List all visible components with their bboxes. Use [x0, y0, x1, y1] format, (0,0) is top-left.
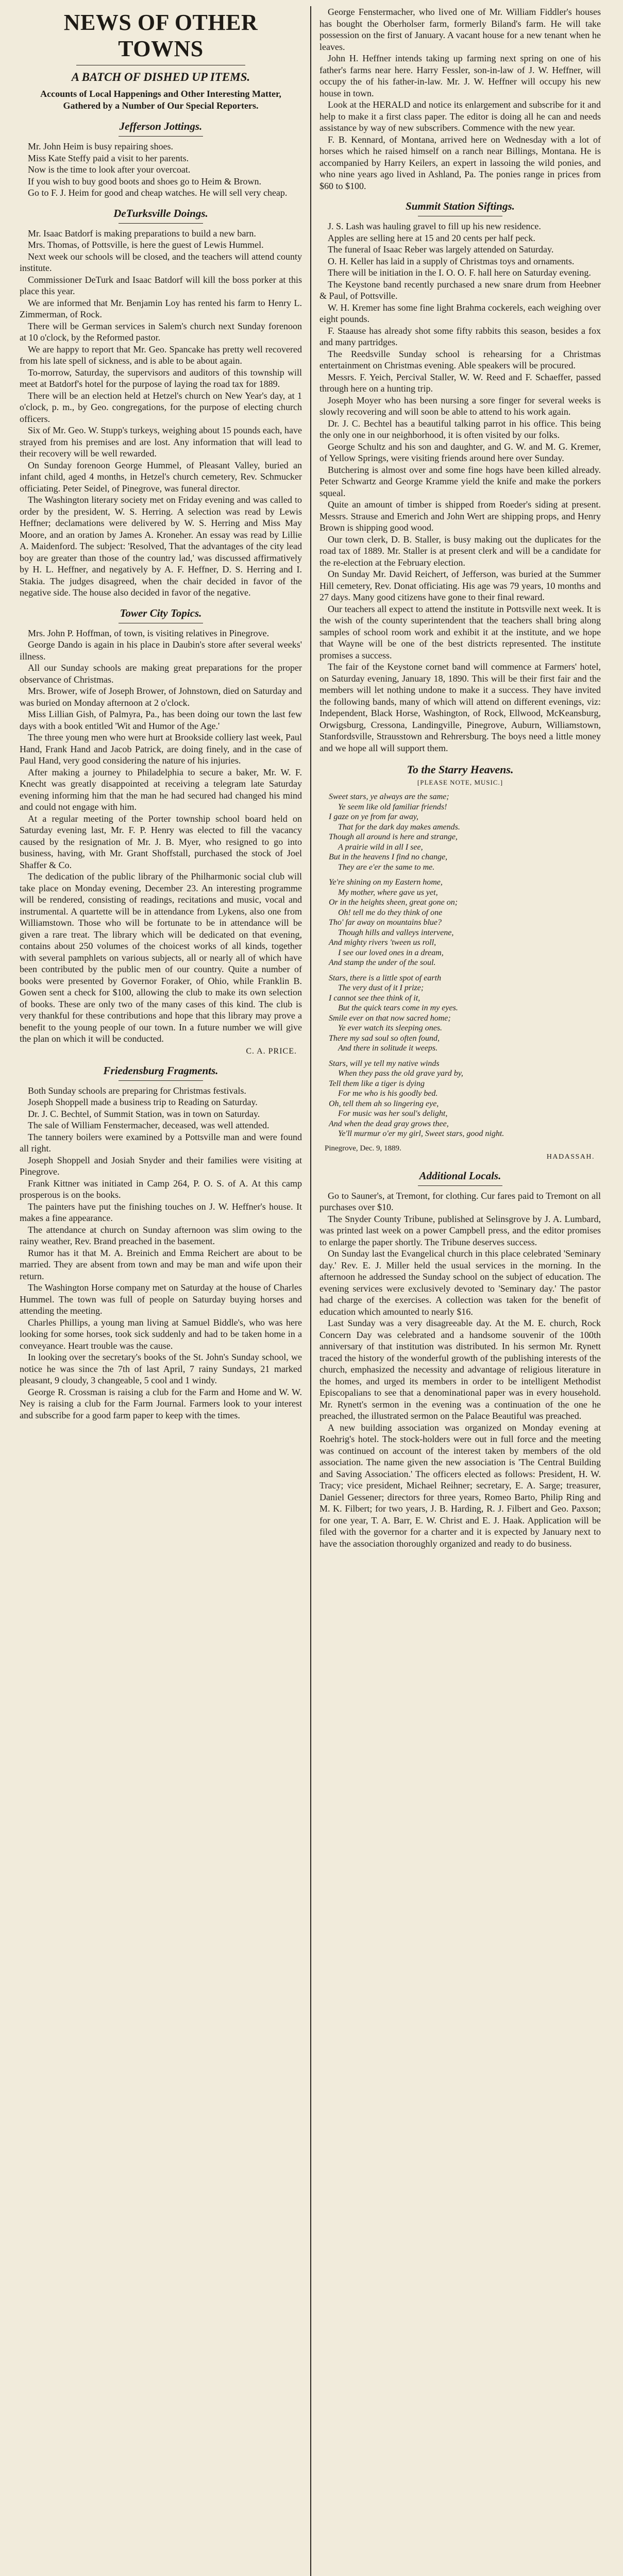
- columns: [11, 6, 612, 2576]
- news-item: The painters have put the finishing touches on J. W. Heffner's house. It makes a fine appearance.: [20, 1201, 302, 1223]
- news-item: Charles Phillips, a young man living at Samuel Biddle's, who was here looking for some horses, took sick suddenly and had to be taken home in a conveyance. Heart trouble was the cause.: [20, 1317, 302, 1351]
- poem-line: Though all around is here and strange,: [329, 833, 458, 841]
- news-item: George Schultz and his son and daughter, and G. W. and M. G. Kremer, of Yellow Springs, were visiting friends around here over Sunday.: [319, 441, 601, 463]
- news-item: In looking over the secretary's books of the St. John's Sunday school, we notice he was since the 7th of last April, 7 rainy Sundays, 21 marked pleasant, 9 cloudy, 3 changeable, 5 cool and 1 windy.: [20, 1352, 302, 1385]
- poem-title: To the Starry Heavens.: [407, 763, 514, 776]
- section-title-deturksville: DeTurksville Doings.: [113, 207, 208, 219]
- section-deturksville: [20, 228, 302, 599]
- poem-line: Stars, will ye tell my native winds: [329, 1059, 440, 1068]
- poem-line: And stamp the under of the soul.: [329, 958, 436, 967]
- divider: [119, 1080, 203, 1081]
- poem-date: Pinegrove, Dec. 9, 1889.: [325, 1144, 401, 1153]
- news-item: After making a journey to Philadelphia to secure a baker, Mr. W. F. Knecht was greatly disappointed at receiving a telegram late Saturday evening informing him that the man he had secured had changed his mind and could not engage with him.: [20, 767, 302, 812]
- page-deck: Accounts of Local Happenings and Other Interesting Matter, Gathered by a Number of Our Special Reporters.: [40, 89, 281, 111]
- poem-line: Or in the heights sheen, great gone on;: [329, 898, 458, 907]
- poem-line: I gaze on ye from far away,: [329, 812, 419, 821]
- news-item: If you wish to buy good boots and shoes go to Heim & Brown.: [28, 176, 261, 187]
- news-item: Joseph Shoppell and Josiah Snyder and their families were visiting at Pinegrove.: [20, 1155, 302, 1177]
- poem-line: Sweet stars, ye always are the same;: [329, 792, 449, 801]
- news-item: Messrs. F. Yeich, Percival Staller, W. W. Reed and F. Schaeffer, passed through here on a hunting trip.: [319, 371, 601, 394]
- poem-line: Oh, tell them ah so lingering eye,: [329, 1099, 439, 1108]
- poem-line: For music was her soul's delight,: [338, 1109, 448, 1118]
- news-item: The Keystone band recently purchased a new snare drum from Heebner & Paul, of Pottsville.: [319, 279, 601, 301]
- section-title-additional: Additional Locals.: [419, 1169, 501, 1182]
- news-item: Miss Kate Steffy paid a visit to her parents.: [28, 152, 189, 163]
- section-title-towercity: Tower City Topics.: [120, 606, 202, 619]
- poem-line: Ye'll murmur o'er my girl, Sweet stars, good night.: [338, 1129, 504, 1138]
- news-item: Go to Sauner's, at Tremont, for clothing. Cur fares paid to Tremont on all purchases over $10.: [319, 1190, 601, 1212]
- news-item: Miss Lillian Gish, of Palmyra, Pa., has been doing our town the last few days with a book entitled 'Wit and Humor of the Age.': [20, 709, 302, 731]
- news-item: F. B. Kennard, of Montana, arrived here on Wednesday with a lot of horses which he raised himself on a ranch near Billings, Montana. He is accompanied by Harry Keilers, an expert in lassoing the wild ponies, and who nine years ago lived in Ashland, Pa. The ponies range in prices from $60 to $100.: [319, 134, 601, 191]
- news-item: Rumor has it that M. A. Breinich and Emma Reichert are about to be married. They are absent from town and may be man and wife upon their return.: [20, 1247, 302, 1281]
- poem-stanza: [329, 1059, 601, 1139]
- news-item: Look at the HERALD and notice its enlargement and subscribe for it and help to make it a first class paper. The editor is doing all he can and needs assistance by way of new subscribers. Commence with the new year.: [319, 99, 601, 133]
- poem-line: I cannot see thee think of it,: [329, 993, 420, 1003]
- news-item: Butchering is almost over and some fine hogs have been killed already. Peter Schwartz and George Kramme yield the knife and make the porkers squeal.: [319, 464, 601, 498]
- news-item: Now is the time to look after your overcoat.: [28, 164, 191, 175]
- poem-line: When they pass the old grave yard by,: [338, 1069, 463, 1078]
- news-item: The Snyder County Tribune, published at Selinsgrove by J. A. Lumbard, was printed last week on a power Campbell press, and the editor promises to enlarge the paper shortly. The Tribune deserves success.: [319, 1213, 601, 1247]
- divider: [418, 1185, 502, 1186]
- news-item: The three young men who were hurt at Brookside colliery last week, Paul Hand, Frank Hand and Jacob Patrick, are doing finely, and in the case of Paul Hand, very good considering the nature of his injuries.: [20, 732, 302, 766]
- news-item: The Washington literary society met on Friday evening and was called to order by the president, W. S. Herring. A selection was read by Lewis Heffner; declamations were delivered by W. S. Herring and Miss May Moore, and an oration by James A. Kroneher. An essay was read by Lillie A. Maidenford. The subject: 'Resolved, That the advantages of the city lead boy are greater than those of the country lad,' was discussed affirmatively by H. L. Heffner, and negatively by A. F. Heffner, D. S. Herring and I. Stakia. The judges disagreed, when the chair decided in favor of the negative side. The house also decided in favor of the negative.: [20, 495, 302, 598]
- poem-line: Ye're shining on my Eastern home,: [329, 878, 443, 887]
- news-item: W. H. Kremer has some fine light Brahma cockerels, each weighing over eight pounds.: [319, 302, 601, 324]
- poem-line: Stars, there is a little spot of earth: [329, 973, 442, 982]
- towercity-signature: C. A. PRICE.: [246, 1046, 297, 1056]
- news-item: Our town clerk, D. B. Staller, is busy making out the duplicates for the road tax of 1889. Mr. Staller is at present clerk and will be a candidate for the re-election at the February election.: [319, 534, 601, 568]
- news-item: Mr. John Heim is busy repairing shoes.: [28, 141, 173, 151]
- news-item: On Sunday Mr. David Reichert, of Jefferson, was buried at the Summer Hill cemetery, Rev. Donat officiating. His age was 79 years, 10 months and 27 days. Many good citizens have gone to their final reward.: [319, 569, 601, 602]
- news-item: Both Sunday schools are preparing for Christmas festivals.: [28, 1085, 246, 1096]
- news-item: F. Staause has already shot some fifty rabbits this season, besides a fox and many partridges.: [319, 325, 601, 347]
- news-item: On Sunday last the Evangelical church in this place celebrated 'Seminary day.' Rev. E. J. Miller held the usual services in the morning. In the afternoon he addressed the Sunday school on the subject of education. The evening services were exclusively devoted to 'Seminary day.' The pastor had charge of the exercises. A collection was taken for the benefit of education which amounted to nearly $16.: [319, 1248, 601, 1317]
- news-item: Apples are selling here at 15 and 20 cents per half peck.: [328, 232, 535, 243]
- poem-line: A prairie wild in all I see,: [338, 842, 423, 852]
- poem-line: Tho' far away on mountains blue?: [329, 918, 442, 927]
- divider: [119, 136, 203, 137]
- news-item: We are informed that Mr. Benjamin Loy has rented his farm to Henry L. Zimmerman, of Rock.: [20, 297, 302, 319]
- poem-line: Though hills and valleys intervene,: [338, 928, 454, 937]
- poem-line: Smile ever on that now sacred home;: [329, 1013, 451, 1023]
- poem-line: The very dust of it I prize;: [338, 984, 424, 992]
- news-item: Mrs. John P. Hoffman, of town, is visiting relatives in Pinegrove.: [28, 628, 270, 638]
- news-item: We are happy to report that Mr. Geo. Spancake has pretty well recovered from his late spell of sickness, and is able to be about again.: [20, 344, 302, 366]
- poem-line: But the quick tears come in my eyes.: [338, 1004, 458, 1012]
- news-item: At a regular meeting of the Porter township school board held on Saturday evening last, Mr. F. P. Henry was elected to fill the vacancy caused by the resignation of Mr. J. B. Myer, who resigned to go into business, having, with Mr. Grant Shoffstall, purchased the stock of Joel Shaffer & Co.: [20, 813, 302, 870]
- news-item: The Reedsville Sunday school is rehearsing for a Christmas entertainment on Christmas evening. Able speakers will be procured.: [319, 348, 601, 370]
- news-item: Mrs. Thomas, of Pottsville, is here the guest of Lewis Hummel.: [28, 240, 264, 250]
- poem-line: My mother, where gave us yet,: [338, 888, 438, 897]
- news-item: There will be German services in Salem's church next Sunday forenoon at 10 o'clock, by the Reformed pastor.: [20, 320, 302, 343]
- column-right: [310, 6, 609, 2576]
- poem-line: But in the heavens I find no change,: [329, 853, 448, 861]
- page-subhead: A BATCH OF DISHED UP ITEMS.: [71, 71, 250, 83]
- poem-line: And when the dead gray grows thee,: [329, 1119, 449, 1128]
- news-item: George Fenstermacher, who lived one of Mr. William Fiddler's houses has bought the Oberholser farm, formerly Biland's farm. He will take possession on the first of January. A vacant house for a new tenant when he leaves.: [319, 7, 601, 52]
- news-item: A new building association was organized on Monday evening at Roehrig's hotel. The stock-holders were out in full force and the meeting was continued on account of the interest taken by members of the old association. The name given the new association is 'The Central Building and Saving Association.' The officers elected as follows: President, H. W. Tracy; vice president, Michael Reihner; secretary, E. A. Sarge; treasurer, Daniel Gessener; directors for three years, Romeo Barto, Philip Ring and M. K. Filbert; for two years, J. B. Harding, R. J. Filbert and Geo. Paxson; for one year, T. A. Barr, E. W. Christ and E. J. Haak. Application will be filed with the governor for a charter and it is expected by January next to have the association thoroughly organized and ready to do business.: [319, 1422, 601, 1549]
- news-item: Dr. J. C. Bechtel has a beautiful talking parrot in his office. This being the only one in our neighborhood, it is often visited by our folks.: [319, 418, 601, 440]
- news-item: Go to F. J. Heim for good and cheap watches. He will sell very cheap.: [28, 188, 288, 198]
- poem-author: HADASSAH.: [546, 1153, 595, 1161]
- section-summit: [319, 221, 601, 754]
- section-title-friedensburg: Friedensburg Fragments.: [103, 1064, 218, 1077]
- news-item: Dr. J. C. Bechtel, of Summit Station, was in town on Saturday.: [28, 1108, 260, 1119]
- news-item: Quite an amount of timber is shipped from Roeder's siding at present. Messrs. Strause and Emerich and John Wert are shipping props, and Henry Brown is shipping good wood.: [319, 499, 601, 533]
- poem-line: Tell them like a tiger is dying: [329, 1079, 425, 1088]
- news-item: The sale of William Fenstermacher, deceased, was well attended.: [28, 1120, 270, 1130]
- column-left: [11, 6, 310, 2576]
- section-friedensburg: [20, 1085, 302, 1421]
- news-item: The fair of the Keystone cornet band will commence at Farmers' hotel, on Saturday evening, January 18, 1890. This will be their first fair and the members will let nothing undone to make it a success. They have invited the following bands, many of which will attend on different evenings, viz: Independent, Black Horse, Washington, of Rock, Ellwood, McKeansburg, Orwigsburg, Cressona, Landingville, Pinegrove, Auburn, Williamstown, Stanfordsville, Strausstown and Rehrersburg. The boys need a little money and we hope all will support them.: [319, 662, 601, 753]
- poem-line: Oh! tell me do they think of one: [338, 908, 443, 917]
- news-item: Six of Mr. Geo. W. Stupp's turkeys, weighing about 15 pounds each, have strayed from his premises and are lost. Any information that will lead to their recovery will be well rewarded.: [20, 425, 302, 459]
- news-item: Frank Kittner was initiated in Camp 264, P. O. S. of A. At this camp prosperous is on the books.: [20, 1178, 302, 1200]
- section-jefferson: [20, 141, 302, 199]
- poem-line: I see our loved ones in a dream,: [338, 948, 444, 957]
- news-item: J. S. Lash was hauling gravel to fill up his new residence.: [328, 221, 541, 231]
- news-item: To-morrow, Saturday, the supervisors and auditors of this township will meet at Batdorf's hotel for the purpose of laying the road tax for 1889.: [20, 367, 302, 389]
- news-item: George R. Crossman is raising a club for the Farm and Home and W. W. Ney is raising a club for the Farm Journal. Farmers look to your interest and subscribe for a good farm paper to keep with the times.: [20, 1386, 302, 1420]
- poem-line: Ye ever watch its sleeping ones.: [338, 1024, 443, 1032]
- poem-line: There my sad soul so often found,: [329, 1033, 440, 1043]
- news-item: Next week our schools will be closed, and the teachers will attend county institute.: [20, 251, 302, 273]
- news-item: On Sunday forenoon George Hummel, of Pleasant Valley, buried an infant child, aged 4 months, in Hetzel's church cemetery, Rev. Schmucker officiating. Peter Seidel, of Pinegrove, was funeral director.: [20, 460, 302, 494]
- poem-line: They are e'er the same to me.: [338, 862, 435, 872]
- poem-body: [319, 792, 601, 1139]
- news-item: Commissioner DeTurk and Isaac Batdorf will kill the boss porker at this place this year.: [20, 274, 302, 296]
- news-item: Last Sunday was a very disagreeable day. At the M. E. church, Rock Concern Day was celebrated and a handsome souvenir of the 100th anniversary of that institution was distributed. In his sermon Mr. Rynett traced the history of the wonderful growth of the publishing interests of the church, emphasized the necessity and advantage of religious literature in the homes, and urged its members in order to be intelligent Methodist Episcopalians to see that a denominational paper was in every household. Mr. Rynett's sermon in the evening was a continuation of the one he preached, the illustrated sermon on the Palace Beautiful was preached.: [319, 1318, 601, 1421]
- news-item: The Washington Horse company met on Saturday at the house of Charles Hummel. The town was full of people on Saturday buying horses and attending the meeting.: [20, 1282, 302, 1316]
- section-towercity: [20, 628, 302, 1045]
- news-item: O. H. Keller has laid in a supply of Christmas toys and ornaments.: [328, 256, 575, 266]
- poem-stanza: [329, 792, 601, 872]
- poem-credit: [PLEASE NOTE, MUSIC.]: [417, 778, 503, 786]
- news-item: Mr. Isaac Batdorf is making preparations to build a new barn.: [28, 228, 256, 239]
- news-item: Joseph Shoppell made a business trip to Reading on Saturday.: [28, 1097, 258, 1107]
- divider: [119, 223, 203, 224]
- poem-stanza: [329, 877, 601, 968]
- news-item: There will be an election held at Hetzel's church on New Year's day, at 1 o'clock, p. m., by Geo. congregations, for the purpose of electing church officers.: [20, 390, 302, 424]
- news-item: George Dando is again in his place in Daubin's store after several weeks' illness.: [20, 639, 302, 662]
- poem-stanza: [329, 973, 601, 1054]
- news-item: Joseph Moyer who has been nursing a sore finger for several weeks is slowly recovering and will soon be able to attend to his work again.: [319, 395, 601, 417]
- news-item: The attendance at church on Sunday afternoon was slim owing to the rainy weather, Rev. Brand preached in the basement.: [20, 1224, 302, 1246]
- poem-line: That for the dark day makes amends.: [338, 822, 460, 832]
- poem-line: And there in solitude it weeps.: [338, 1044, 438, 1053]
- page-headline: NEWS OF OTHER TOWNS: [63, 10, 258, 61]
- section-title-jefferson: Jefferson Jottings.: [119, 120, 203, 132]
- news-item: John H. Heffner intends taking up farming next spring on one of his father's farms near here. Harry Fessler, son-in-law of J. W. Heffner, will occupy the of his father-in-law. Mr. J. W. Heffner will occupy his new house in town.: [319, 53, 601, 98]
- section-title-summit: Summit Station Siftings.: [406, 200, 515, 212]
- poem-line: And mighty rivers 'tween us roll,: [329, 938, 436, 947]
- news-item: The funeral of Isaac Reber was largely attended on Saturday.: [328, 244, 554, 255]
- news-item: All our Sunday schools are making great preparations for the proper observance of Christmas.: [20, 663, 302, 685]
- poem-line: For me who is his goodly bed.: [338, 1089, 438, 1098]
- poem-line: Ye seem like old familiar friends!: [338, 802, 447, 811]
- section-continued: [319, 6, 601, 192]
- section-additional: [319, 1190, 601, 1550]
- news-item: Our teachers all expect to attend the institute in Pottsville next week. It is the wish of the county superintendent that the teachers shall bring along samples of school room work and exhibit it at the institute, and we hope that Wayne will be one of the best districts represented. The institute promises a success.: [319, 603, 601, 660]
- news-item: The tannery boilers were examined by a Pottsville man and were found all right.: [20, 1131, 302, 1154]
- news-item: There will be initiation in the I. O. O. F. hall here on Saturday evening.: [328, 267, 591, 278]
- news-item: Mrs. Brower, wife of Joseph Brower, of Johnstown, died on Saturday and was buried on Monday afternoon at 2 o'clock.: [20, 686, 302, 708]
- news-item: The dedication of the public library of the Philharmonic social club will take place on Monday evening, December 23. An interesting programme will be rendered, consisting of readings, recitations and music, vocal and instrumental. A quartette will be in attendance from Lykens, also one from Williamstown. Those who will be fortunate to be in attendance will be given a rare treat. The library which will be dedicated on that evening, contains about 250 volumes of the choicest works of all kinds, together with several pamphlets on various subjects, all or nearly all of which have been contributed by the public men of our country. Quite a number of books were presented by Governor Foraker, of Ohio, while Franklin B. Gowen sent a check for $100, allowing the club to make its own selection of books. These are only two of the many cases of this kind. The club is very thankful for these contributions and hope that this library may prove a benefit to the young people of our town. In a future number we will give the plan on which it will be conducted.: [20, 871, 302, 1044]
